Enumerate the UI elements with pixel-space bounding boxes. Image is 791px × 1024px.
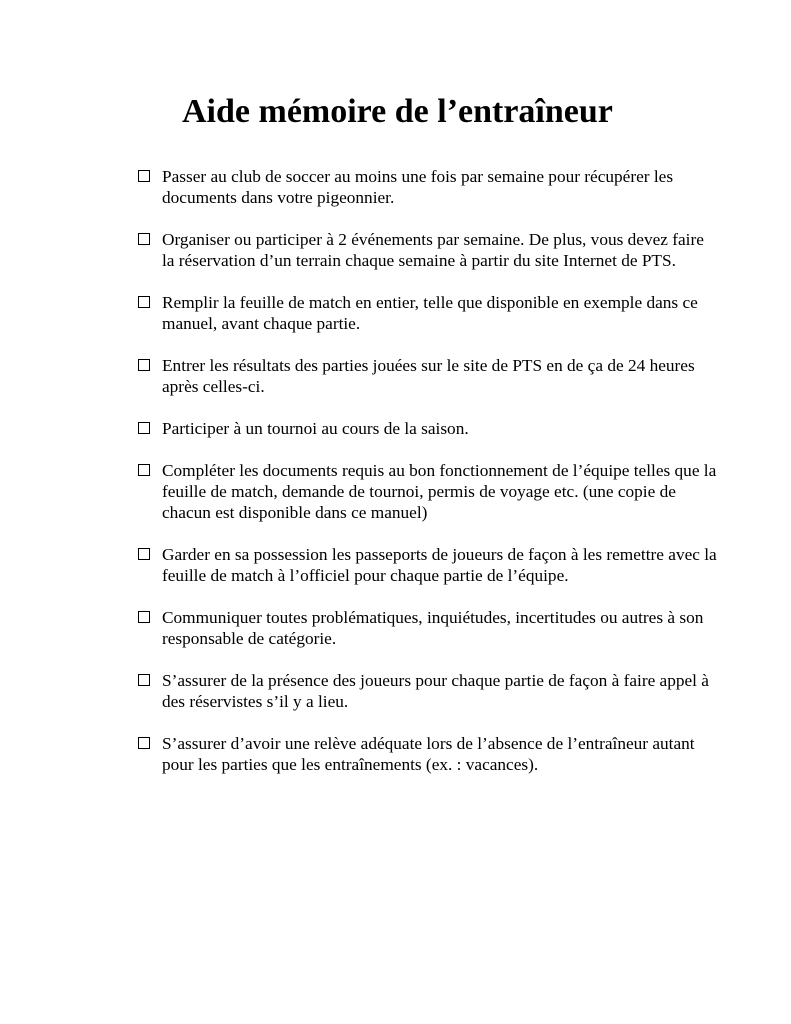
checklist-item: [137, 166, 717, 208]
checklist-item: [137, 418, 717, 439]
checklist-item: [137, 292, 717, 334]
page-title: Aide mémoire de l’entraîneur: [182, 93, 613, 130]
checklist-item: [137, 229, 717, 271]
checkbox-icon[interactable]: [138, 422, 150, 434]
checklist-item: [137, 733, 717, 775]
checkbox-icon[interactable]: [138, 296, 150, 308]
checklist-item: [137, 544, 717, 586]
checklist-item: [137, 670, 717, 712]
checklist-item-text: Communiquer toutes problématiques, inquiétudes, incertitudes ou autres à son responsable de catégorie.: [162, 608, 704, 648]
checklist-item-text: Participer à un tournoi au cours de la saison.: [162, 419, 469, 438]
checklist-item-text: Organiser ou participer à 2 événements par semaine. De plus, vous devez faire la réservation d’un terrain chaque semaine à partir du site Internet de PTS.: [162, 230, 704, 270]
checkbox-icon[interactable]: [138, 359, 150, 371]
checklist-item-text: Remplir la feuille de match en entier, telle que disponible en exemple dans ce manuel, avant chaque partie.: [162, 293, 698, 333]
checklist-item-text: Compléter les documents requis au bon fonctionnement de l’équipe telles que la feuille de match, demande de tournoi, permis de voyage etc. (une copie de chacun est disponible dans ce manuel): [162, 461, 717, 522]
checklist: [137, 166, 717, 796]
checkbox-icon[interactable]: [138, 170, 150, 182]
checklist-item-text: S’assurer d’avoir une relève adéquate lors de l’absence de l’entraîneur autant pour les parties que les entraînements (ex. : vacances).: [162, 734, 695, 774]
checklist-item-text: Passer au club de soccer au moins une fois par semaine pour récupérer les documents dans votre pigeonnier.: [162, 167, 674, 207]
checkbox-icon[interactable]: [138, 674, 150, 686]
checkbox-icon[interactable]: [138, 737, 150, 749]
checkbox-icon[interactable]: [138, 548, 150, 560]
checklist-item-text: Garder en sa possession les passeports de joueurs de façon à les remettre avec la feuille de match à l’officiel pour chaque partie de l’équipe.: [162, 545, 717, 585]
checkbox-icon[interactable]: [138, 611, 150, 623]
checklist-item-text: Entrer les résultats des parties jouées sur le site de PTS en de ça de 24 heures après celles-ci.: [162, 356, 695, 396]
checklist-item: [137, 607, 717, 649]
checklist-item: [137, 460, 717, 523]
checkbox-icon[interactable]: [138, 233, 150, 245]
checklist-item-text: S’assurer de la présence des joueurs pour chaque partie de façon à faire appel à des réservistes s’il y a lieu.: [162, 671, 709, 711]
checklist-item: [137, 355, 717, 397]
checkbox-icon[interactable]: [138, 464, 150, 476]
